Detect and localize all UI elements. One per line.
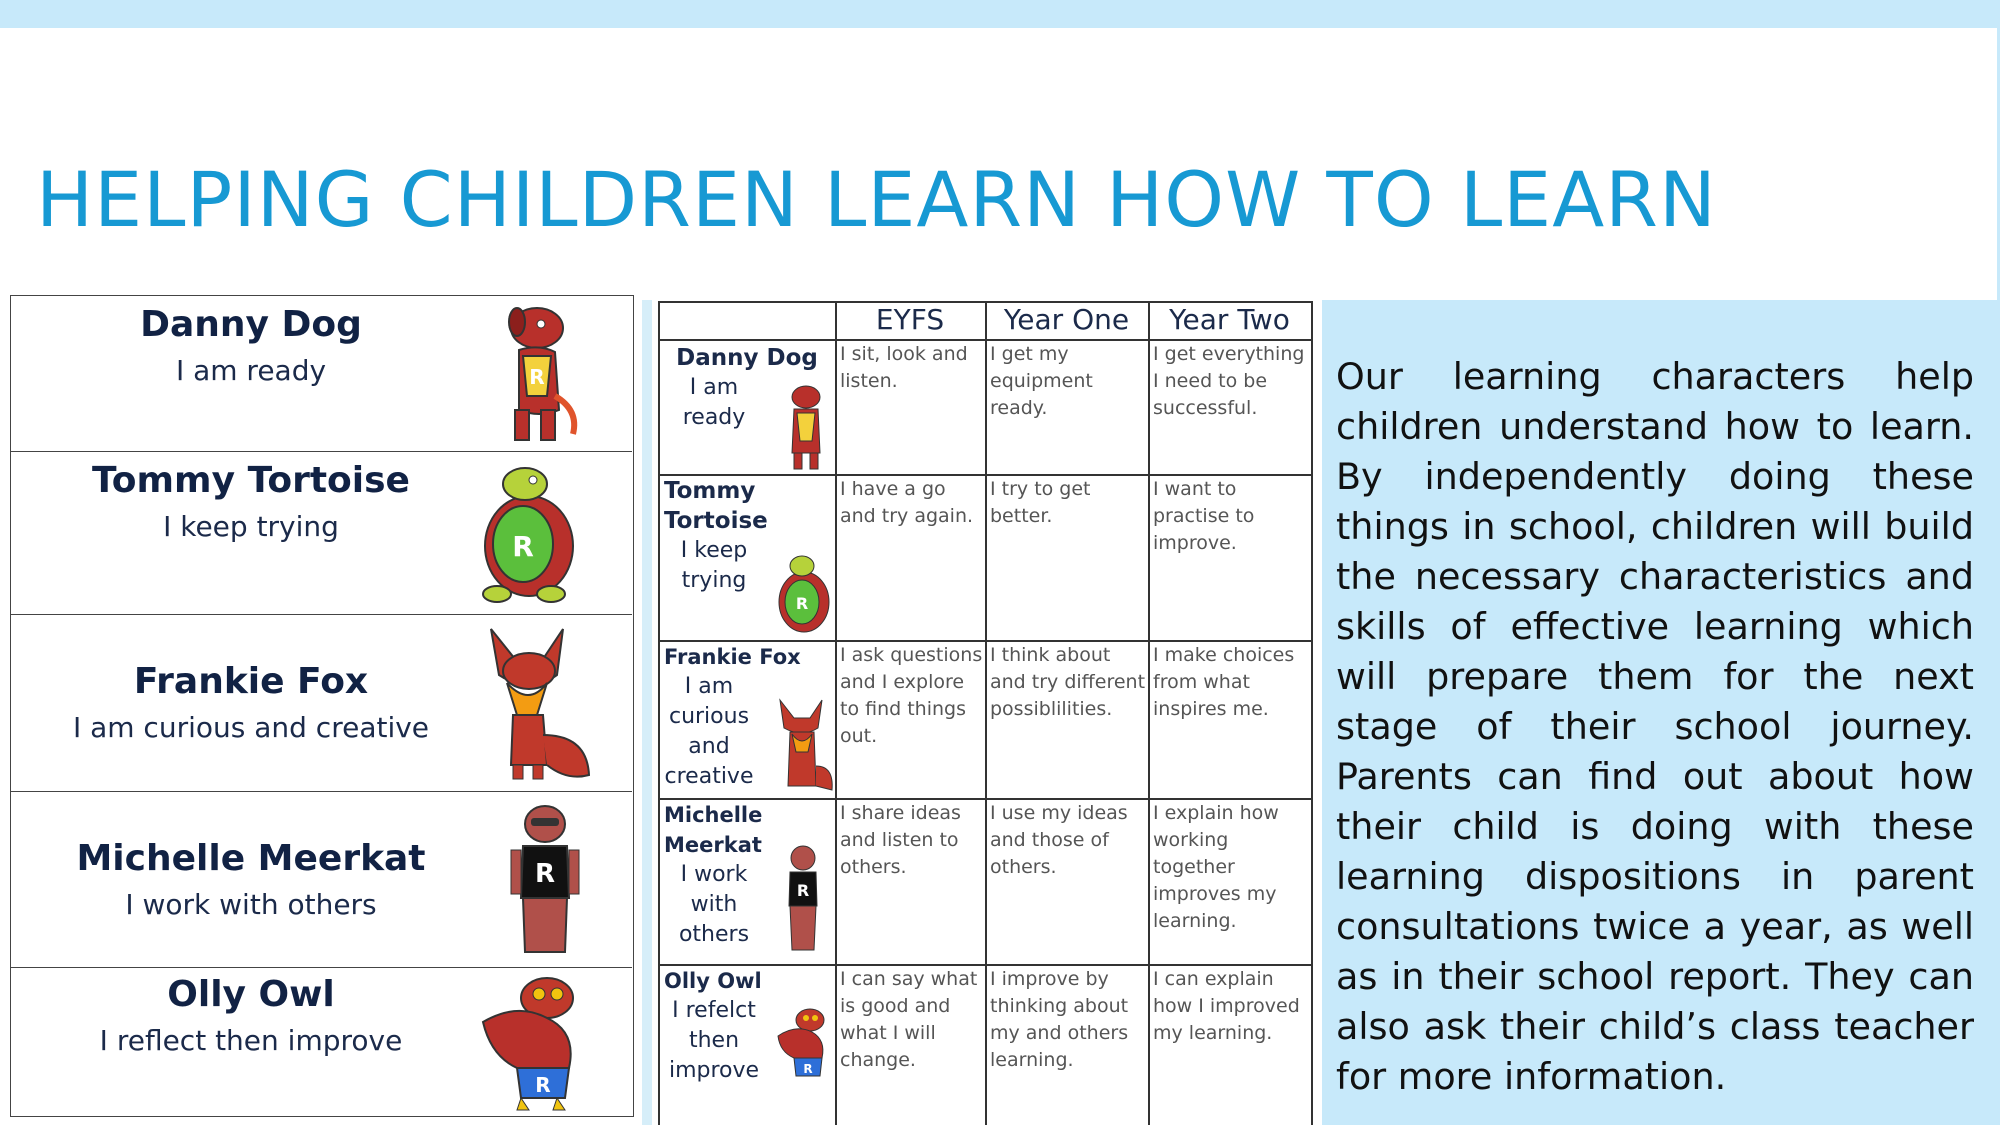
character-name: Tommy Tortoise bbox=[92, 460, 410, 501]
owl-icon bbox=[477, 972, 597, 1114]
svg-text:R: R bbox=[512, 530, 534, 563]
slide-title: HELPING CHILDREN LEARN HOW TO LEARN bbox=[36, 154, 1717, 244]
character-card-danny-dog bbox=[11, 296, 632, 452]
character-motto: I keep trying bbox=[163, 510, 339, 543]
dog-icon bbox=[784, 383, 830, 471]
info-panel bbox=[1322, 300, 2000, 1125]
table-cell: I try to get better. bbox=[990, 478, 1091, 527]
column-header: Year Two bbox=[1169, 303, 1290, 336]
meerkat-icon bbox=[782, 844, 824, 956]
character-motto: I am ready bbox=[175, 354, 327, 387]
table-cell: I sit, look and listen. bbox=[840, 343, 968, 392]
meerkat-icon bbox=[507, 802, 583, 962]
character-name: Frankie Fox bbox=[133, 661, 369, 702]
row-header-olly-owl: Olly Owl I refelct then improve R bbox=[664, 966, 830, 1086]
svg-text:R: R bbox=[795, 594, 809, 613]
divider-strip bbox=[642, 300, 652, 1125]
table-cell: I want to practise to improve. bbox=[1153, 478, 1255, 554]
row-header-danny-dog: Danny Dog I am ready bbox=[664, 343, 830, 433]
character-card-olly-owl bbox=[11, 968, 632, 1118]
table-cell: I improve by thinking about my and others learning. bbox=[990, 968, 1129, 1071]
svg-text:R: R bbox=[796, 881, 810, 900]
learning-table bbox=[658, 301, 1313, 1125]
owl-icon bbox=[774, 1006, 834, 1084]
fox-icon bbox=[774, 696, 834, 796]
character-card-frankie-fox bbox=[11, 615, 632, 792]
row-header-tommy-tortoise: Tommy Tortoise I keep trying R bbox=[664, 476, 830, 596]
fox-icon bbox=[477, 625, 597, 785]
top-band bbox=[0, 0, 2000, 28]
row-header-michelle-meerkat: Michelle Meerkat I work with others R bbox=[664, 800, 830, 950]
character-card-michelle-meerkat bbox=[11, 792, 632, 968]
table-cell: I share ideas and listen to others. bbox=[840, 802, 961, 878]
column-header: Year One bbox=[1003, 303, 1130, 336]
character-name: Danny Dog bbox=[140, 304, 362, 345]
character-name: Olly Owl bbox=[167, 974, 335, 1015]
tortoise-icon bbox=[776, 552, 832, 638]
table-cell: I ask questions and I explore to find things out. bbox=[840, 644, 983, 747]
table-cell: I explain how working together improves my learning. bbox=[1153, 802, 1279, 932]
svg-text:R: R bbox=[535, 1073, 551, 1097]
info-paragraph: Our learning characters help children understand how to learn. By independently doing these things in school, children will build the necessary characteristics and skills of effective learning which will prepare them for the next stage of their school journey. Parents can find out about how their child is doing with these learning dispositions in parent consultations twice a year, as well as in their school report. They can also ask their child’s class teacher for more information. bbox=[1336, 355, 1974, 1098]
character-name: Michelle Meerkat bbox=[76, 838, 426, 879]
dog-icon bbox=[489, 300, 589, 446]
character-motto: I work with others bbox=[125, 888, 377, 921]
table-cell: I can say what is good and what I will change. bbox=[840, 968, 978, 1071]
table-cell: I get my equipment ready. bbox=[990, 343, 1093, 419]
svg-text:R: R bbox=[529, 365, 545, 389]
tortoise-icon bbox=[477, 458, 581, 608]
character-cards bbox=[10, 295, 634, 1117]
table-cell: I think about and try different possiblilities. bbox=[990, 644, 1146, 720]
table-cell: I can explain how I improved my learning. bbox=[1153, 968, 1300, 1044]
svg-text:R: R bbox=[534, 859, 556, 889]
table-cell: I have a go and try again. bbox=[840, 478, 974, 527]
character-motto: I reflect then improve bbox=[99, 1024, 403, 1057]
column-header: EYFS bbox=[875, 303, 945, 336]
character-card-tommy-tortoise bbox=[11, 452, 632, 615]
table-cell: I make choices from what inspires me. bbox=[1153, 644, 1295, 720]
character-motto: I am curious and creative bbox=[72, 711, 430, 744]
row-header-frankie-fox: Frankie Fox I am curious and creative bbox=[664, 642, 830, 792]
table-cell: I get everything I need to be successful. bbox=[1153, 343, 1305, 419]
svg-text:R: R bbox=[803, 1062, 813, 1076]
table-cell: I use my ideas and those of others. bbox=[990, 802, 1128, 878]
